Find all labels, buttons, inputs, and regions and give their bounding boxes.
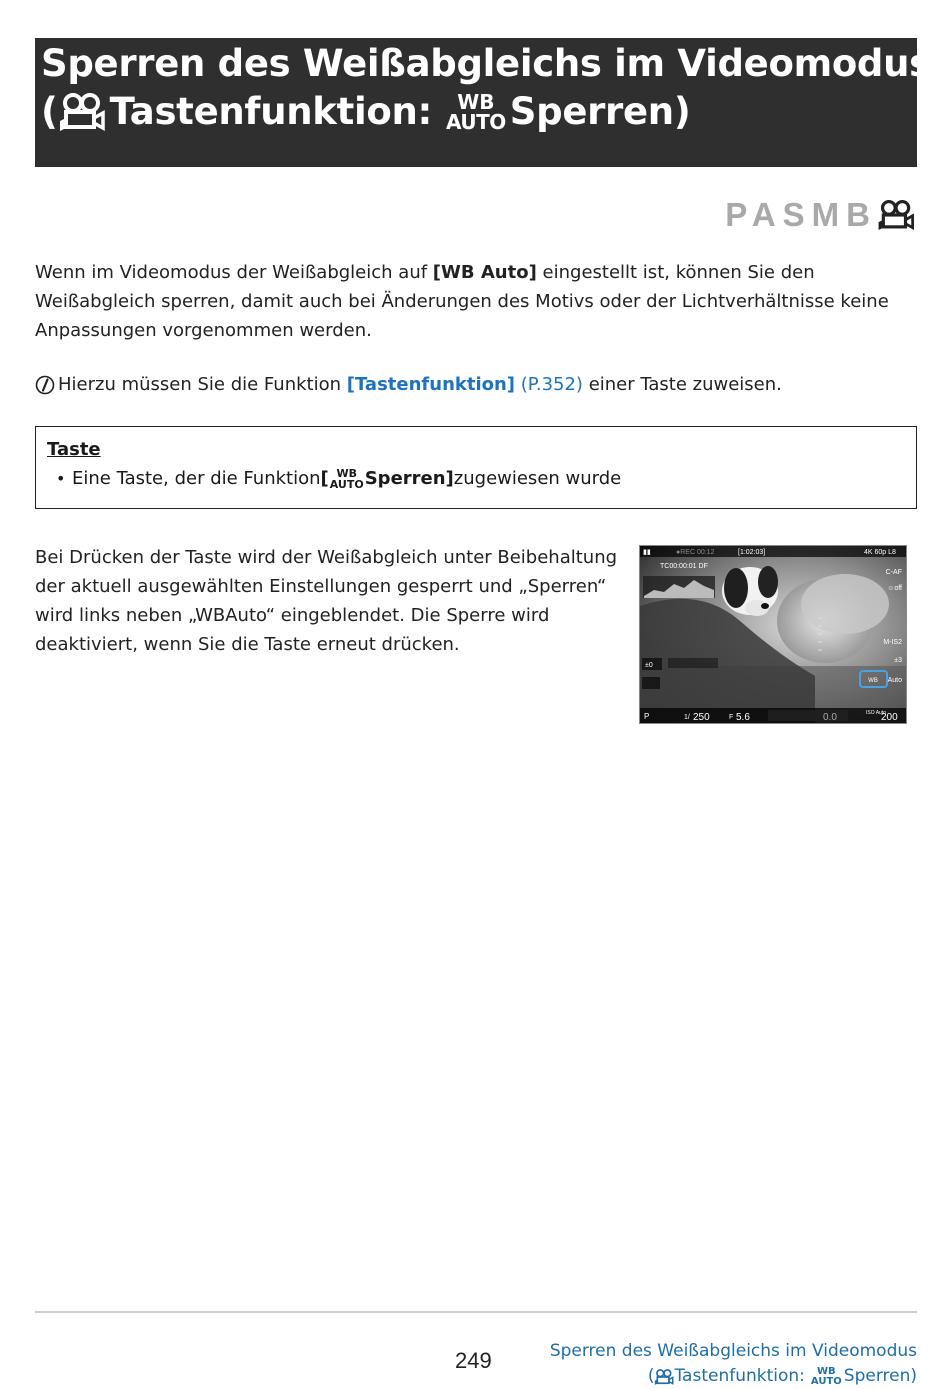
note-icon [35,375,55,395]
image-stabilizer: M-IS2 [883,639,902,646]
taste-heading: Taste [47,439,101,460]
shooting-modes [725,196,915,234]
list-item: • Eine Taste, der die Funktion [ WB AUTO Sperren] zugewiesen wurde [56,467,622,491]
remaining-time: [1:02:03] [738,549,766,556]
footer-title-line-1: Sperren des Weißabgleichs im Videomodus [549,1341,917,1361]
svg-text:1/: 1/ [684,714,690,721]
rec-indicator: ●REC 00:12 [676,549,715,556]
camera-screen-image [639,545,907,724]
tastenfunktion-link[interactable]: [Tastenfunktion] [346,374,516,395]
movie-mode-icon [877,198,915,232]
exposure-value: 0.0 [823,712,837,723]
page-title [35,38,931,167]
camera-screen-svg [640,546,906,723]
shooting-mode: P [644,712,650,721]
movie-camera-icon [58,91,106,133]
taste-box [35,426,917,509]
aperture: 5.6 [736,712,750,723]
bullet: • [56,469,66,488]
footer-movie-icon [654,1368,674,1386]
page-number: 249 [455,1348,492,1373]
wb-auto-icon: WB AUTO [446,90,506,134]
face-detect: ☺off [887,585,902,592]
af-mode: C-AF [885,569,902,576]
title-fn: Tastenfunktion: [109,90,433,133]
iso-label: ISO Auto [866,710,887,716]
flash-comp: ±3 [894,657,902,664]
title-line-1: Sperren des Weißabgleichs im Videomodus [41,42,931,85]
display-icon [642,677,660,689]
audio-meter [668,658,718,668]
modes-text: PASMB [725,196,877,233]
wb-auto-label: Auto [887,677,902,684]
video-format: 4K 60p L8 [864,549,896,556]
wb-auto-icon-small: WB AUTO [329,467,364,491]
intro-paragraph: Wenn im Videomodus der Weißabgleich auf [WB Auto] eingestellt ist, können Sie den Weißabgleich sperren, damit auch bei Änderungen des Motivs oder der Lichtverhältnisse keine Anpassungen vorgenommen werden. [35,262,889,341]
explanation-paragraph: Bei Drücken der Taste wird der Weißabgleich unter Beibehaltung der aktuell ausgewählten Einstellungen gesperrt und „Sperren“ wird links neben „WBAuto“ eingeblendet. Die Sperre wird deaktiviert, wenn Sie die Taste erneut drücken. [35,547,618,655]
footer-title-line-2: ( Tastenfunktion: WB AUTO Sperren) [647,1365,917,1387]
title-line-2 [41,89,917,135]
page-ref-link[interactable]: (P.352) [520,374,583,395]
iso-value: 200 [881,712,898,723]
footer-title-link[interactable] [550,1339,917,1389]
wb-auto-setting: [WB Auto] [432,262,537,283]
shutter-speed: 250 [693,712,710,723]
footer-wb-auto-icon: WB AUTO [810,1365,842,1387]
timecode: TC00:00:01 DF [660,563,708,570]
svg-text:F: F [729,714,734,721]
title-end: Sperren) [509,90,691,133]
footer-divider [35,1311,917,1313]
wb-lock-label: WB [868,678,878,684]
title-paren-open: ( [41,90,58,133]
battery-indicator: ▮▮ [643,549,651,556]
mic-level: ±0 [645,662,653,669]
note-paragraph: Hierzu müssen Sie die Funktion [Tastenfunktion] (P.352) einer Taste zuweisen. [35,370,915,399]
